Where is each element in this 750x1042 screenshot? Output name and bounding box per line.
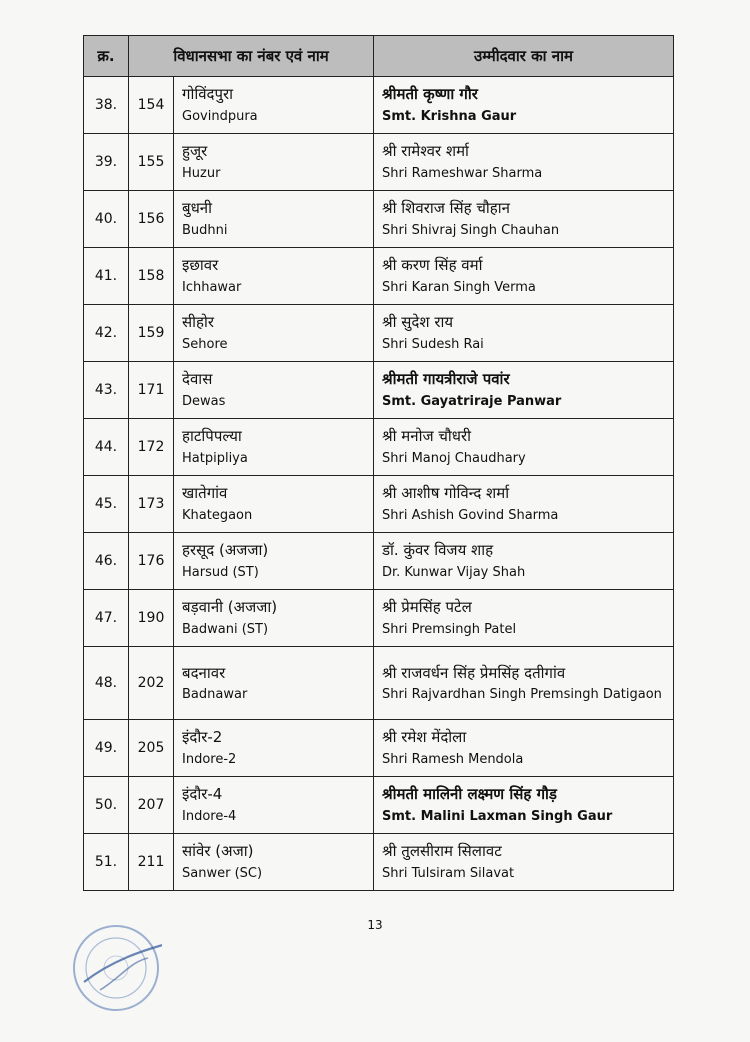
constituency-number: 202 [129, 647, 174, 720]
serial-cell: 50. [84, 777, 129, 834]
candidate-name-english: Shri Shivraj Singh Chauhan [382, 223, 560, 238]
serial-cell: 44. [84, 419, 129, 476]
candidate-cell [374, 305, 674, 362]
table-row [84, 134, 674, 191]
candidate-cell [374, 362, 674, 419]
constituency-name-hindi: सीहोर [182, 313, 215, 331]
page-number: 13 [367, 918, 383, 932]
constituency-name-english: Dewas [182, 394, 226, 409]
constituency-name-english: Badwani (ST) [182, 622, 269, 637]
candidate-cell [374, 590, 674, 647]
constituency-number: 156 [129, 191, 174, 248]
constituency-name-hindi: बुधनी [182, 199, 213, 217]
serial-cell: 38. [84, 77, 129, 134]
candidate-name-hindi: श्री शिवराज सिंह चौहान [382, 199, 510, 217]
candidate-name-english: Shri Tulsiram Silavat [382, 866, 515, 881]
constituency-cell [174, 248, 374, 305]
candidate-cell [374, 419, 674, 476]
table-row [84, 777, 674, 834]
constituency-cell [174, 720, 374, 777]
table-row [84, 77, 674, 134]
table-row [84, 647, 674, 720]
candidate-name-english: Dr. Kunwar Vijay Shah [382, 565, 526, 580]
constituency-name-english: Indore-4 [182, 809, 237, 824]
constituency-cell [174, 777, 374, 834]
table-row [84, 720, 674, 777]
constituency-name-hindi: देवास [182, 370, 213, 388]
candidate-cell [374, 777, 674, 834]
candidate-cell [374, 647, 674, 720]
constituency-name-english: Harsud (ST) [182, 565, 259, 580]
header-constituency: विधानसभा का नंबर एवं नाम [129, 36, 374, 77]
candidate-name-hindi: श्री रमेश मेंदोला [382, 728, 467, 746]
table-row [84, 191, 674, 248]
constituency-cell [174, 191, 374, 248]
header-candidate: उम्मीदवार का नाम [374, 36, 674, 77]
table-row [84, 834, 674, 891]
serial-cell: 49. [84, 720, 129, 777]
constituency-name-hindi: सांवेर (अजा) [182, 842, 254, 860]
constituency-name-english: Badnawar [182, 687, 248, 702]
constituency-cell [174, 834, 374, 891]
constituency-name-hindi: इछावर [182, 256, 219, 274]
candidate-name-hindi: श्री रामेश्वर शर्मा [382, 142, 469, 160]
serial-cell: 40. [84, 191, 129, 248]
constituency-name-english: Govindpura [182, 109, 258, 124]
candidate-name-english: Smt. Krishna Gaur [382, 109, 517, 124]
constituency-cell [174, 77, 374, 134]
table-row [84, 590, 674, 647]
constituency-number: 154 [129, 77, 174, 134]
constituency-name-english: Sanwer (SC) [182, 866, 263, 881]
candidate-name-hindi: श्रीमती मालिनी लक्ष्मण सिंह गौड़ [382, 785, 557, 803]
candidate-name-hindi: श्री आशीष गोविन्द शर्मा [382, 484, 510, 502]
candidate-cell [374, 834, 674, 891]
serial-cell: 47. [84, 590, 129, 647]
candidate-cell [374, 533, 674, 590]
candidate-cell [374, 191, 674, 248]
constituency-number: 176 [129, 533, 174, 590]
party-seal-stamp-icon [70, 922, 162, 1014]
table-row [84, 305, 674, 362]
candidate-cell [374, 476, 674, 533]
constituency-name-english: Ichhawar [182, 280, 242, 295]
constituency-name-english: Huzur [182, 166, 221, 181]
constituency-name-hindi: बदनावर [182, 664, 226, 682]
constituency-number: 173 [129, 476, 174, 533]
serial-cell: 45. [84, 476, 129, 533]
constituency-cell [174, 305, 374, 362]
constituency-name-english: Hatpipliya [182, 451, 248, 466]
candidate-name-english: Shri Manoj Chaudhary [382, 451, 526, 466]
candidate-name-hindi: श्री प्रेमसिंह पटेल [382, 598, 472, 616]
candidate-cell [374, 77, 674, 134]
candidate-name-hindi: श्री तुलसीराम सिलावट [382, 842, 502, 860]
constituency-number: 155 [129, 134, 174, 191]
candidate-name-hindi: श्री करण सिंह वर्मा [382, 256, 483, 274]
serial-cell: 48. [84, 647, 129, 720]
header-serial: क्र. [84, 36, 129, 77]
constituency-name-hindi: बड़वानी (अजजा) [182, 598, 278, 616]
constituency-number: 211 [129, 834, 174, 891]
constituency-name-hindi: हरसूद (अजजा) [182, 541, 269, 559]
constituency-name-hindi: इंदौर-2 [182, 728, 223, 746]
constituency-number: 171 [129, 362, 174, 419]
candidate-name-english: Shri Sudesh Rai [382, 337, 484, 352]
constituency-name-hindi: हाटपिपल्या [182, 427, 242, 445]
constituency-cell [174, 476, 374, 533]
candidate-name-hindi: डॉ. कुंवर विजय शाह [382, 541, 494, 559]
constituency-number: 158 [129, 248, 174, 305]
constituency-number: 207 [129, 777, 174, 834]
table-row [84, 533, 674, 590]
table-row [84, 476, 674, 533]
table-row [84, 419, 674, 476]
constituency-cell [174, 533, 374, 590]
constituency-cell [174, 647, 374, 720]
constituency-number: 205 [129, 720, 174, 777]
constituency-name-hindi: गोविंदपुरा [182, 85, 234, 103]
constituency-number: 172 [129, 419, 174, 476]
serial-cell: 41. [84, 248, 129, 305]
constituency-cell [174, 134, 374, 191]
constituency-cell [174, 590, 374, 647]
constituency-name-hindi: हुजूर [182, 142, 208, 160]
constituency-cell [174, 419, 374, 476]
candidate-name-english: Smt. Malini Laxman Singh Gaur [382, 809, 613, 824]
candidate-cell [374, 720, 674, 777]
candidate-name-english: Shri Premsingh Patel [382, 622, 517, 637]
candidate-name-english: Shri Rameshwar Sharma [382, 166, 543, 181]
candidate-name-hindi: श्रीमती कृष्णा गौर [382, 85, 478, 103]
table-header-row [84, 36, 674, 77]
constituency-name-english: Khategaon [182, 508, 253, 523]
serial-cell: 43. [84, 362, 129, 419]
serial-cell: 39. [84, 134, 129, 191]
constituency-name-english: Sehore [182, 337, 228, 352]
candidate-name-hindi: श्री सुदेश राय [382, 313, 454, 331]
table-row [84, 362, 674, 419]
constituency-name-hindi: खातेगांव [182, 484, 228, 502]
serial-cell: 51. [84, 834, 129, 891]
serial-cell: 46. [84, 533, 129, 590]
constituency-name-english: Budhni [182, 223, 228, 238]
candidate-table [83, 35, 674, 891]
constituency-name-english: Indore-2 [182, 752, 237, 767]
serial-cell: 42. [84, 305, 129, 362]
constituency-cell [174, 362, 374, 419]
candidate-name-hindi: श्री राजवर्धन सिंह प्रेमसिंह दतीगांव [382, 664, 566, 682]
candidate-name-hindi: श्री मनोज चौधरी [382, 427, 472, 445]
candidate-cell [374, 248, 674, 305]
candidate-name-english: Shri Rajvardhan Singh Premsingh Datigaon [382, 687, 662, 702]
constituency-number: 190 [129, 590, 174, 647]
candidate-name-hindi: श्रीमती गायत्रीराजे पवांर [382, 370, 510, 388]
candidate-name-english: Shri Ramesh Mendola [382, 752, 524, 767]
candidate-name-english: Shri Ashish Govind Sharma [382, 508, 559, 523]
candidate-name-english: Shri Karan Singh Verma [382, 280, 536, 295]
candidate-name-english: Smt. Gayatriraje Panwar [382, 394, 562, 409]
constituency-number: 159 [129, 305, 174, 362]
constituency-name-hindi: इंदौर-4 [182, 785, 223, 803]
candidate-cell [374, 134, 674, 191]
table-row [84, 248, 674, 305]
